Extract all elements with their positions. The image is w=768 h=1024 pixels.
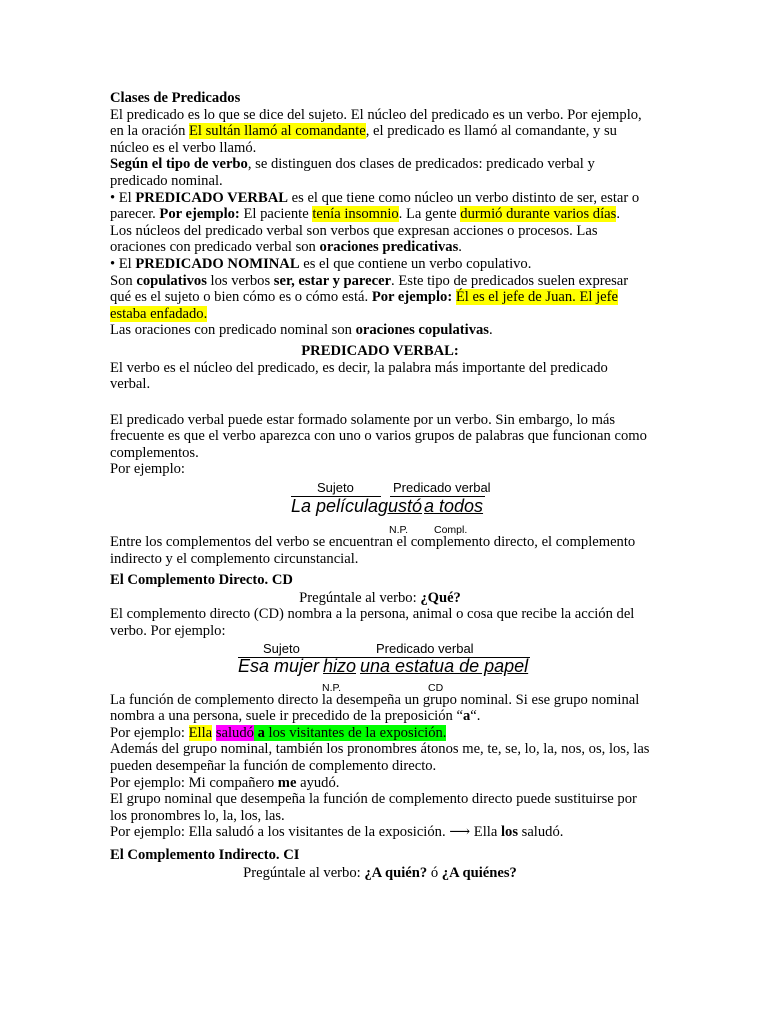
ci-question-text: ó [427,864,442,881]
por-ejemplo-text: Por ejemplo: [110,461,185,478]
cd-pronombres-example [110,775,650,792]
cop-end-bold: oraciones copulativas [355,322,489,339]
cop-bold: ser, estar y parecer [273,272,392,289]
doc-title: Clases de Predicados [110,90,241,106]
cd-pron-end: ayudó. [296,774,340,791]
cd-sust-end: saludó. [518,824,564,841]
cd-pron-bold: me [277,774,297,791]
label-predicate: Predicado verbal [376,640,474,656]
pv-ex1-text: El paciente [239,206,313,223]
pv-nucleos-end: . [458,239,462,256]
cd-pron-text: Por ejemplo: Mi compañero [110,774,278,791]
intro-text-end: , el predicado es llamó al comandante, y su núcleo es el verbo llamó. [110,123,617,156]
pv-ex2-end: . [616,206,620,223]
pv-nucleos-bold: oraciones predicativas [319,239,459,256]
cd-sust-text: Por ejemplo: Ella saludó a los visitantes de la exposición. ⟶ Ella [110,824,501,841]
por-ejemplo-bold: Por ejemplo: [371,289,453,306]
copulativos-paragraph [110,273,650,323]
highlight-example: tenía insomnio [312,206,399,223]
label-predicate: Predicado verbal [393,480,491,496]
section-title-pv: PREDICADO VERBAL: [301,342,459,359]
label-cd: CD [428,681,444,694]
highlight-example: Él es el jefe de Juan. [455,289,576,306]
cop-text: los verbos [206,272,274,289]
tipo-paragraph [110,156,650,189]
cop-text: Son [110,272,137,289]
highlight-cd [254,725,447,741]
label-np: N.P. [322,681,342,694]
cd-example-line [110,725,650,742]
spacer [110,393,650,410]
pv-paragraph [110,190,650,223]
ci-question-text: Pregúntale al verbo: [243,864,365,881]
cd-sustituir-example [110,824,650,841]
cop-end-text: Las oraciones con predicado nominal son [110,322,356,339]
ci-question-bold: ¿A quiénes? [441,864,517,881]
cd-ej-text: Por ejemplo: [110,724,189,741]
highlight-example: durmió durante varios días [460,206,617,223]
label-subject: Sujeto [263,640,300,656]
pv-nucleos-paragraph [110,223,650,256]
cd-question-text: Pregúntale al verbo: [299,589,421,606]
ci-question [110,865,650,882]
sentence-verb: gustó [378,496,423,517]
section-title-cd: El Complemento Directo. CD [110,572,293,589]
document-body [110,88,650,881]
cd-ej-bold: a [257,724,265,741]
cd-sustituir-paragraph: El grupo nominal que desempeña la función de complemento directo puede sustituirse por los pronombres lo, la, los, las. [110,791,637,824]
cd-funcion-paragraph [110,692,650,725]
sentence-complement: a todos [424,496,484,517]
sentence-verb: hizo [323,655,357,676]
label-subject: Sujeto [317,480,354,496]
sentence-subject: Esa mujer [238,655,320,676]
cd-funcion-bold: a [462,708,471,725]
sentence-diagram-1 [110,478,650,538]
tipo-text: , se distinguen dos clases de predicados: predicado verbal y predicado nominal. [110,156,595,189]
pv-def-paragraph: El verbo es el núcleo del predicado, es decir, la palabra más importante del predicado verbal. [110,359,608,393]
label-np: N.P. [389,524,409,537]
cd-sust-bold: los [500,824,518,841]
pv-formado-paragraph: El predicado verbal puede estar formado solamente por un verbo. Sin embargo, lo más frecuente es que el verbo aparezca con uno o varios grupos de palabras que funcionan como complementos. [110,411,647,461]
highlight-verb: saludó [215,724,254,741]
cd-def-paragraph: El complemento directo (CD) nombra a la persona, animal o cosa que recibe la acción del verbo. Por ejemplo: [110,606,635,640]
cop-text: . Este tipo de predicados suelen expresar qué es el sujeto o bien cómo es o cómo está. [110,272,629,306]
cd-question-bold: ¿Qué? [420,589,461,606]
pn-bold: PREDICADO NOMINAL [135,255,300,272]
cd-pronombres-paragraph: Además del grupo nominal, también los pronombres átonos me, te, se, lo, la, nos, os, los, las pueden desempeñar la función de complemento directo. [110,741,650,774]
por-ejemplo-bold: Por ejemplo: [159,206,240,223]
cd-funcion-end: “. [470,708,481,725]
bullet: • El [110,255,136,272]
pv-ex2-text: . La gente [398,206,461,223]
label-compl: Compl. [434,524,468,537]
pn-paragraph [110,256,650,273]
bullet: • El [110,189,136,206]
section-title-ci: El Complemento Indirecto. CI [110,846,300,863]
pv-bold: PREDICADO VERBAL [135,189,288,206]
intro-paragraph [110,107,650,157]
sentence-complement: una estatua de papel [360,655,529,676]
highlight-example: El jefe estaba enfadado. [110,289,618,322]
intro-text: El predicado es lo que se dice del sujeto. El núcleo del predicado es un verbo. Por ejemplo, en la oración [110,106,642,140]
tipo-bold: Según el tipo de verbo [110,156,248,173]
pn-text: es el que contiene un verbo copulativo. [299,255,532,272]
cd-funcion-text: La función de complemento directo la desempeña un grupo nominal. Si ese grupo nominal nombra a una persona, suele ir precedido de la preposición “ [110,691,640,725]
complementos-paragraph: Entre los complementos del verbo se encuentran el complemento directo, el complemento indirecto y el complemento circunstancial. [110,534,636,567]
cd-question [110,590,650,607]
highlight-example: El sultán llamó al comandante [189,123,366,140]
pv-nucleos-text: Los núcleos del predicado verbal son verbos que expresan acciones o procesos. Las oraciones con predicado verbal son [110,222,598,256]
ci-question-bold: ¿A quién? [364,864,428,881]
highlight-subject: Ella [188,724,213,741]
sentence-diagram-2 [110,640,650,692]
copulativas-paragraph [110,322,650,339]
cop-end-dot: . [488,322,493,339]
cop-bold: copulativos [136,272,207,289]
pv-text: es el que tiene como núcleo un verbo distinto de ser, estar o parecer. [110,189,640,223]
sentence-subject: La película [291,496,379,517]
cd-ej-text: los visitantes de la exposición. [264,724,447,741]
